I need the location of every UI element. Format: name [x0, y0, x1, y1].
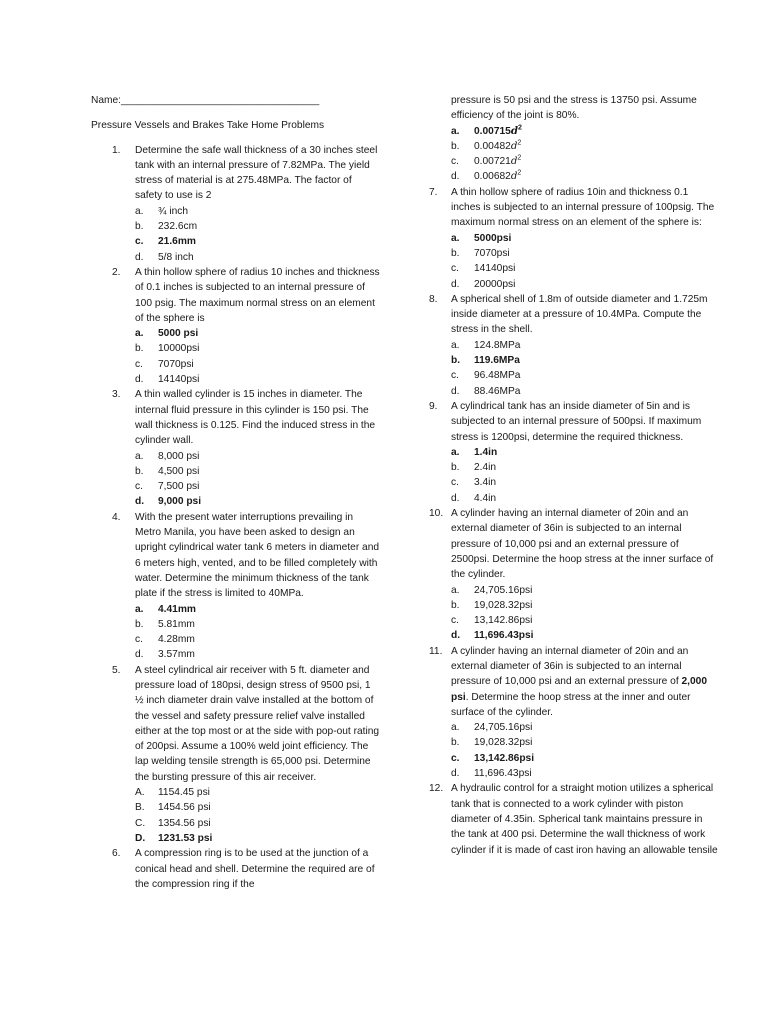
option: c. 13,142.86psi: [451, 615, 533, 627]
option: c. $0.00721d^2$: [451, 154, 522, 168]
option-correct: a. 4.41mm: [135, 603, 196, 615]
question-6-continued: [429, 93, 719, 185]
option: b. 4,500 psi: [135, 465, 200, 477]
option-correct: D. 1231.53 psi: [135, 832, 213, 844]
option-correct: b. 119.6MPa: [451, 355, 520, 367]
option: d. 14140psi: [135, 374, 200, 386]
option: a. ¾ inch: [135, 205, 189, 217]
question-8: [429, 292, 719, 338]
option: c. 4.28mm: [135, 634, 195, 646]
question-stem: A cylindrical tank has an inside diameter of 5in and is subjected to an internal pressure of 500psi. If maximum stress is 1200psi, determine the required thickness.: [451, 400, 702, 443]
question-5: [91, 663, 381, 785]
question-number: 8.: [429, 293, 438, 305]
question-6: [91, 846, 381, 892]
option: a. 24,705.16psi: [451, 584, 533, 596]
option: c. 14140psi: [451, 263, 516, 275]
option-correct: a. 5000psi: [451, 232, 512, 244]
question-stem: A cylinder having an internal diameter of 20in and an external diameter of 36in is subjected to an internal pressure of 10,000 psi and an external pressure of 2500psi. Determine the hoop stress at the inner surface of the cylinder.: [451, 508, 714, 581]
question-stem: A cylinder having an internal diameter of 20in and an external diameter of 36in is subjected to an internal pressure of 10,000 psi and an external pressure of 2,000 psi. Determine the hoop stress at the inner and outer surface of the cylinder.: [451, 645, 707, 718]
option-correct: d. 11,696.43psi: [451, 630, 534, 642]
question-stem: With the present water interruptions prevailing in Metro Manila, you have been asked to design an upright cylindrical water tank 6 meters in diameter and 6 meters high, vented, and to be filled completely with water. Determine the minimum thickness of the tank plate if the stress is limited to 40MPa.: [135, 511, 380, 600]
option: a. 24,705.16psi: [451, 722, 533, 734]
name-field[interactable]: Name:___________________________________: [91, 95, 320, 106]
question-stem: A hydraulic control for a straight motion utilizes a spherical tank that is connected to a work cylinder with piston diameter of 4.35in. Spherical tank maintains pressure in the tank at 400 psi. Determine the wall thickness of work cylinder if it is made of cast iron having an allowable tensile: [451, 783, 718, 856]
option: b. 2.4in: [451, 462, 497, 474]
question-stem: A thin walled cylinder is 15 inches in diameter. The internal fluid pressure in this cylinder is 150 psi. The wall thickness is 0.125. Find the induced stress in the cylinder wall.: [135, 389, 376, 447]
question-stem: A thin hollow sphere of radius 10 inches and thickness of 0.1 inches is subjected to an internal pressure of 100 psig. The maximum normal stress on an element of the sphere is: [135, 266, 380, 324]
question-11: [429, 644, 719, 720]
option: a. 124.8MPa: [451, 339, 521, 351]
option-correct: a. $0.00715d^2$: [451, 124, 522, 137]
question-number: 3.: [112, 389, 121, 401]
option: d. 20000psi: [451, 278, 516, 290]
option: d. 11,696.43psi: [451, 768, 532, 780]
question-number: 9.: [429, 400, 438, 412]
left-column: [91, 93, 381, 892]
option-correct: c. 21.6mm: [135, 236, 196, 248]
question-7: [429, 185, 719, 231]
option: b. 10000psi: [135, 343, 200, 355]
option-correct: c. 13,142.86psi: [451, 752, 535, 764]
question-stem-continued: pressure is 50 psi and the stress is 13750 psi. Assume efficiency of the joint is 80%.: [451, 95, 697, 122]
question-12: [429, 781, 719, 857]
question-stem: Determine the safe wall thickness of a 30 inches steel tank with an internal pressure of 7.82MPa. The yield stress of material is at 275.48MPa. The factor of safety to use is 2: [135, 144, 378, 202]
option: b. 5.81mm: [135, 618, 195, 630]
emphasized-value: 2,000 psi: [451, 676, 707, 703]
option-correct: d. 9,000 psi: [135, 496, 202, 508]
question-number: 10.: [429, 508, 444, 520]
option-correct: a. 5000 psi: [135, 328, 199, 340]
question-number: 2.: [112, 266, 121, 278]
question-stem: A spherical shell of 1.8m of outside diameter and 1.725m inside diameter at a pressure of 10.4MPa. Compute the stress in the shell.: [451, 293, 708, 336]
option: b. 7070psi: [451, 247, 510, 259]
option: b. 19,028.32psi: [451, 737, 533, 749]
question-number: 5.: [112, 664, 121, 676]
option: c. 7070psi: [135, 358, 194, 370]
question-2: [91, 265, 381, 326]
question-number: 7.: [429, 186, 438, 198]
option: b. $0.00482d^2$: [451, 139, 522, 152]
question-stem: A steel cylindrical air receiver with 5 ft. diameter and pressure load of 180psi, design stress of 9500 psi, 1 ½ inch diameter drain valve installed at the bottom of the vessel and safety pressure relief valve installed either at the top most or at the side with pop-out rating of 200psi. Assume a 100% weld joint efficiency. The lap welding tensile strength is 65,000 psi. Determine the bursting pressure of this air receiver.: [135, 664, 380, 783]
option: c. 96.48MPa: [451, 370, 521, 382]
right-column: [429, 93, 719, 858]
question-number: 6.: [112, 848, 121, 860]
option-correct: a. 1.4in: [451, 446, 498, 458]
option: b. 19,028.32psi: [451, 599, 533, 611]
document-title: Pressure Vessels and Brakes Take Home Problems: [91, 120, 325, 132]
question-number: 12.: [429, 783, 444, 795]
question-9: [429, 399, 719, 445]
option: d. 88.46MPa: [451, 385, 521, 397]
option: b. 232.6cm: [135, 221, 198, 233]
question-3: [91, 387, 381, 448]
option: c. 3.4in: [451, 477, 497, 489]
option: C. 1354.56 psi: [135, 817, 211, 829]
question-4: [91, 510, 381, 602]
question-number: 4.: [112, 511, 121, 523]
option: d. 4.4in: [451, 492, 497, 504]
question-number: 11.: [429, 645, 443, 657]
question-1: [91, 143, 381, 204]
option: B. 1454.56 psi: [135, 802, 211, 814]
option: c. 7,500 psi: [135, 481, 200, 493]
question-stem: A compression ring is to be used at the junction of a conical head and shell. Determine the required are of the compression ring if the: [135, 848, 375, 890]
option: a. 8,000 psi: [135, 450, 200, 462]
option: A. 1154.45 psi: [135, 787, 210, 799]
option: d. 3.57mm: [135, 649, 195, 661]
question-stem: A thin hollow sphere of radius 10in and thickness 0.1 inches is subjected to an internal pressure of 100psig. The maximum normal stress on an element of the sphere is:: [451, 186, 715, 229]
question-number: 1.: [112, 144, 121, 156]
option: d. $0.00682d^2$: [451, 170, 522, 183]
question-10: [429, 506, 719, 582]
option: d. 5/8 inch: [135, 251, 194, 263]
